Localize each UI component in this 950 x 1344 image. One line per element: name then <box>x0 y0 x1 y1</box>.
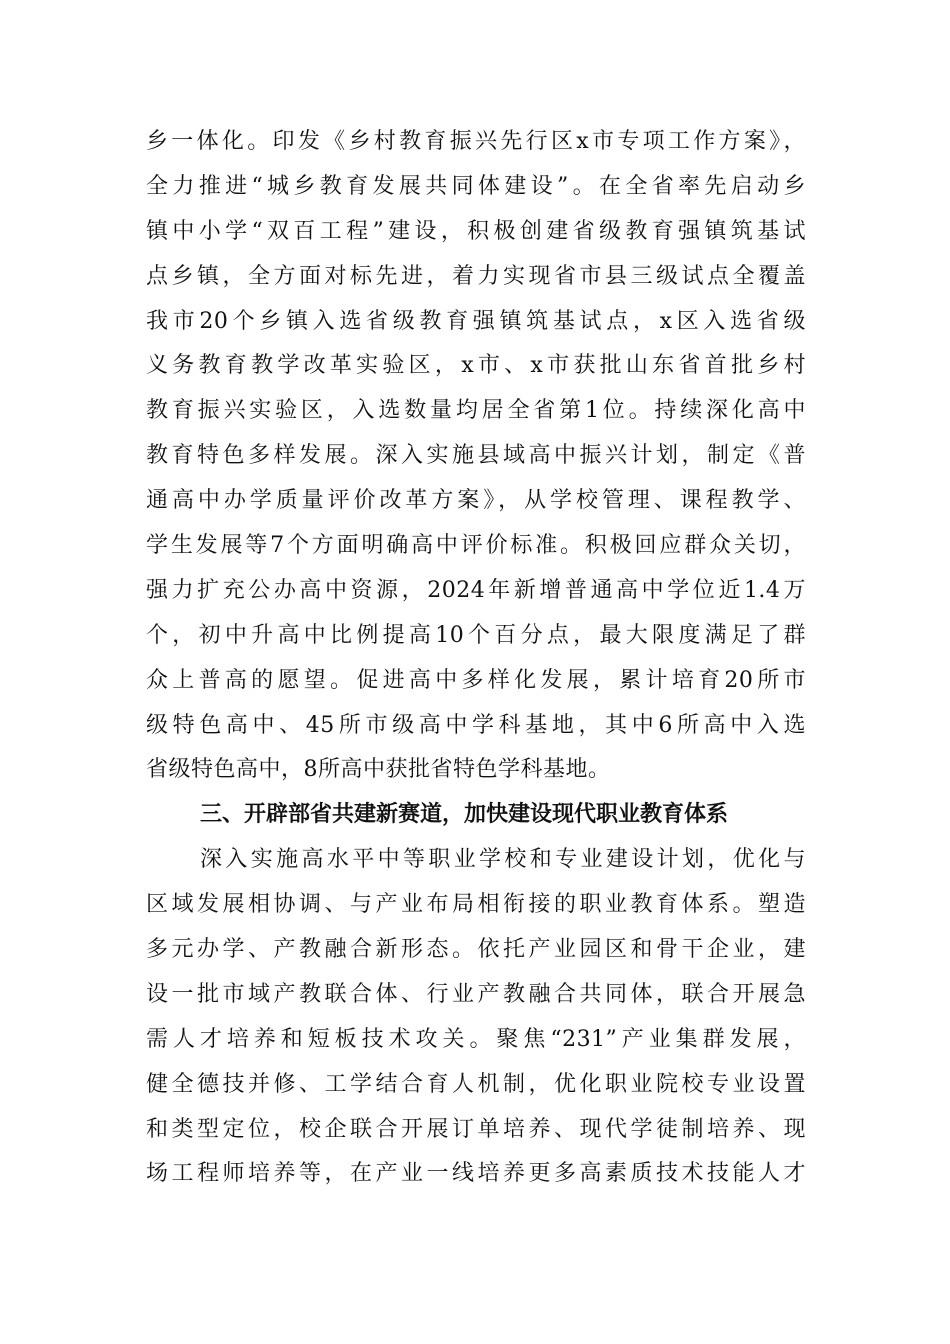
text-line: 教育振兴实验区，入选数量均居全省第1位。持续深化高中 <box>146 398 806 424</box>
text-line: 镇中小学“双百工程”建设，积极创建省级教育强镇筑基试 <box>146 218 806 244</box>
text-line: 深入实施高水平中等职业学校和专业建设计划，优化与 <box>200 847 806 873</box>
text-line: 学生发展等7个方面明确高中评价标准。积极回应群众关切， <box>146 533 806 559</box>
text-line: 全力推进“城乡教育发展共同体建设”。在全省率先启动乡 <box>146 173 806 199</box>
text-line: 多元办学、产教融合新形态。依托产业园区和骨干企业，建 <box>146 937 806 963</box>
text-line: 需人才培养和短板技术攻关。聚焦“231”产业集群发展， <box>146 1026 806 1052</box>
text-line: 义务教育教学改革实验区，x市、x市获批山东省首批乡村 <box>146 353 806 379</box>
document-body <box>146 120 806 1197</box>
text-line: 级特色高中、45所市级高中学科基地，其中6所高中入选 <box>146 712 806 738</box>
text-line: 个，初中升高中比例提高10个百分点，最大限度满足了群 <box>146 622 806 648</box>
section-heading: 三、开辟部省共建新赛道，加快建设现代职业教育体系 <box>200 802 729 828</box>
text-line: 强力扩充公办高中资源，2024年新增普通高中学位近1.4万 <box>146 577 806 603</box>
text-line: 健全德技并修、工学结合育人机制，优化职业院校专业设置 <box>146 1071 806 1097</box>
text-line: 省级特色高中，8所高中获批省特色学科基地。 <box>146 757 611 783</box>
text-line: 众上普高的愿望。促进高中多样化发展，累计培育20所市 <box>146 667 806 693</box>
text-line: 点乡镇，全方面对标先进，着力实现省市县三级试点全覆盖 <box>146 263 806 289</box>
text-line: 通高中办学质量评价改革方案》，从学校管理、课程教学、 <box>146 488 806 514</box>
text-line: 场工程师培养等，在产业一线培养更多高素质技术技能人才 <box>146 1161 806 1187</box>
text-line: 和类型定位，校企联合开展订单培养、现代学徒制培养、现 <box>146 1116 806 1142</box>
text-line: 乡一体化。印发《乡村教育振兴先行区x市专项工作方案》， <box>146 129 806 154</box>
text-line: 设一批市域产教联合体、行业产教融合共同体，联合开展急 <box>146 981 806 1007</box>
text-line: 区域发展相协调、与产业布局相衔接的职业教育体系。塑造 <box>146 892 806 918</box>
text-line: 我市20个乡镇入选省级教育强镇筑基试点，x区入选省级 <box>146 308 806 334</box>
text-line: 教育特色多样发展。深入实施县域高中振兴计划，制定《普 <box>146 443 806 469</box>
